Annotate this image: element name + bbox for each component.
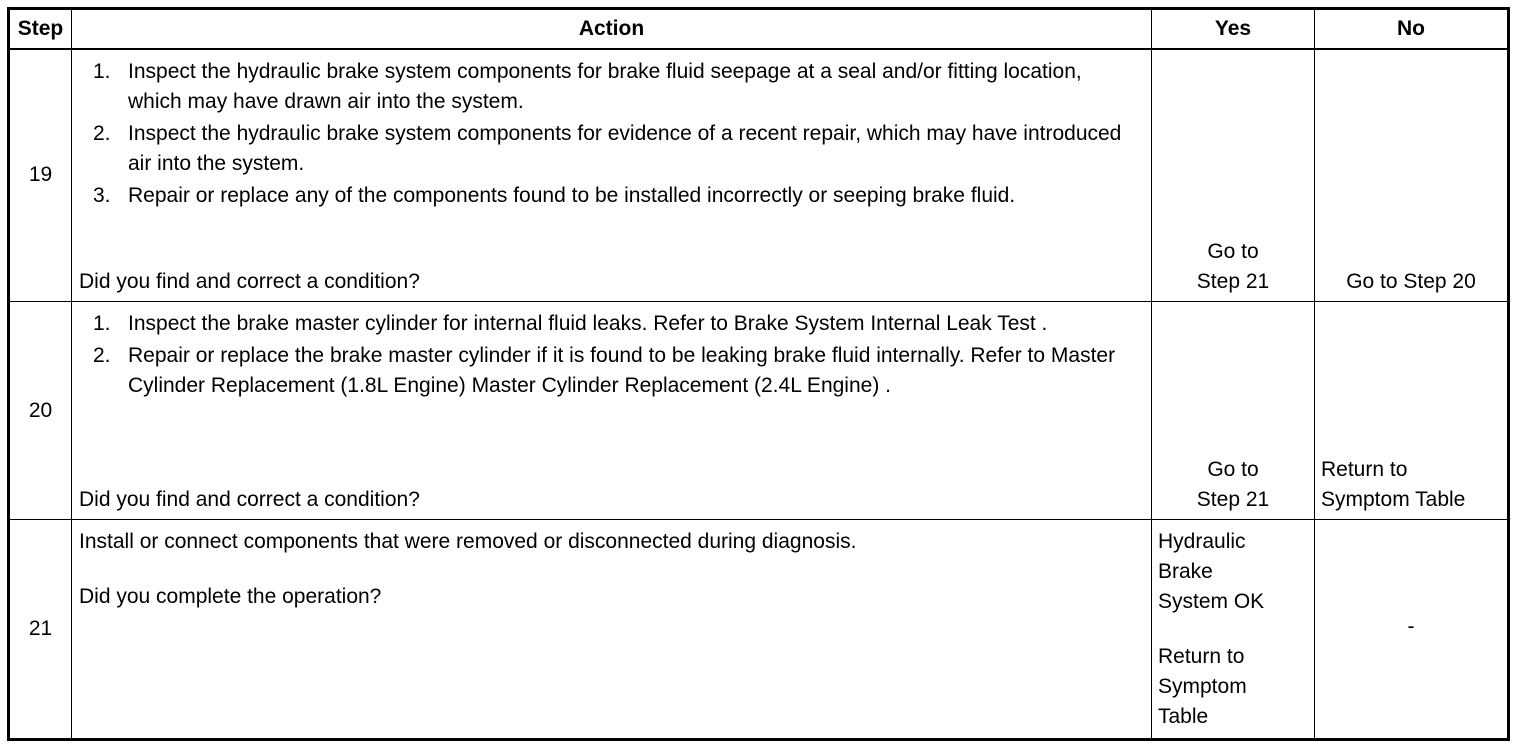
no-line: Go to Step 20 bbox=[1346, 270, 1476, 293]
action-item: 1. Inspect the brake master cylinder for internal fluid leaks. Refer to Brake System Internal Leak Test . bbox=[93, 312, 1048, 335]
yes-line: Hydraulic bbox=[1158, 530, 1246, 553]
yes-line: Symptom bbox=[1158, 675, 1247, 698]
step-number: 20 bbox=[9, 302, 72, 520]
action-item: 1. Inspect the hydraulic brake system components for brake fluid seepage at a seal and/or fitting location, which may have drawn air into the system. bbox=[93, 59, 1082, 113]
no-cell bbox=[1315, 49, 1509, 302]
header-action: Action bbox=[72, 9, 1152, 49]
action-item: 2. Inspect the hydraulic brake system components for evidence of a recent repair, which may have introduced air into the system. bbox=[93, 121, 1122, 175]
action-item: 3. Repair or replace any of the components found to be installed incorrectly or seeping brake fluid. bbox=[93, 183, 1016, 207]
no-cell bbox=[1315, 520, 1509, 740]
step-number: 19 bbox=[9, 49, 72, 302]
yes-line: Brake bbox=[1158, 560, 1213, 583]
action-item-text: Repair or replace the brake master cylinder if it is found to be leaking brake fluid internally. Refer to Master Cylinder Replacement (1.8L Engine) Master Cylinder Replacement (2.4L Engine) . bbox=[128, 344, 1116, 397]
table-row bbox=[9, 302, 1509, 520]
action-item-text: Repair or replace any of the components found to be installed incorrectly or seeping brake fluid. bbox=[128, 183, 1016, 207]
header-row bbox=[9, 9, 1509, 49]
action-cell bbox=[72, 49, 1152, 302]
question-text: Did you find and correct a condition? bbox=[79, 270, 420, 293]
header-no: No bbox=[1315, 9, 1509, 49]
action-list bbox=[79, 309, 1139, 401]
yes-cell bbox=[1152, 302, 1315, 520]
action-cell bbox=[72, 520, 1152, 740]
no-cell bbox=[1315, 302, 1509, 520]
yes-cell bbox=[1152, 520, 1315, 740]
instruction-text: Install or connect components that were removed or disconnected during diagnosis. bbox=[79, 530, 857, 553]
action-item: 2. Repair or replace the brake master cylinder if it is found to be leaking brake fluid internally. Refer to Master Cylinder Replacement (1.8L Engine) Master Cylinder Replacement (2.4L Engine) . bbox=[93, 344, 1116, 397]
spacer bbox=[1158, 617, 1314, 642]
action-cell bbox=[72, 302, 1152, 520]
yes-line: Go to bbox=[1207, 240, 1259, 263]
table-row bbox=[9, 49, 1509, 302]
yes-line: Go to bbox=[1207, 458, 1259, 481]
diagnostic-table bbox=[7, 7, 1510, 741]
yes-line: System OK bbox=[1158, 590, 1265, 613]
action-item-text: Inspect the brake master cylinder for internal fluid leaks. Refer to Brake System Internal Leak Test . bbox=[128, 312, 1048, 335]
header-step: Step bbox=[9, 9, 72, 49]
no-line: Return to bbox=[1321, 458, 1408, 481]
yes-line: Return to bbox=[1158, 645, 1245, 668]
step-number: 21 bbox=[9, 520, 72, 740]
action-item-text: Inspect the hydraulic brake system components for evidence of a recent repair, which may have introduced air into the system. bbox=[128, 121, 1122, 175]
yes-line: Step 21 bbox=[1196, 270, 1270, 293]
no-line: Symptom Table bbox=[1321, 488, 1466, 511]
yes-cell bbox=[1152, 49, 1315, 302]
question-text: Did you find and correct a condition? bbox=[79, 488, 420, 511]
action-item-text: Inspect the hydraulic brake system components for brake fluid seepage at a seal and/or fitting location, which may have drawn air into the system. bbox=[128, 59, 1082, 113]
action-list bbox=[79, 57, 1139, 211]
header-yes: Yes bbox=[1152, 9, 1315, 49]
question-text: Did you complete the operation? bbox=[79, 585, 382, 608]
yes-line: Table bbox=[1158, 705, 1209, 728]
table-row bbox=[9, 520, 1509, 740]
no-line: - bbox=[1407, 615, 1415, 638]
yes-line: Step 21 bbox=[1196, 488, 1270, 511]
